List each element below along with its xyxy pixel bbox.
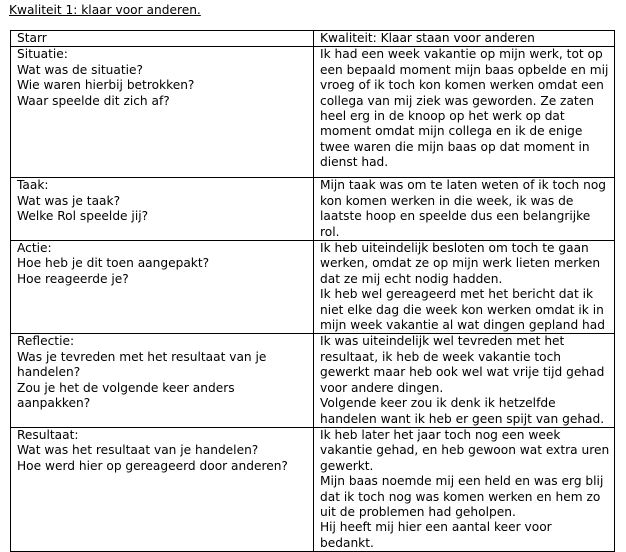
answer-line: een bepaald moment mijn baas opbelde en mij (320, 62, 609, 77)
question-line: Situatie: (17, 47, 68, 62)
answer-line: Ik heb later het jaar toch nog een week (320, 427, 561, 442)
question-line: Resultaat: (17, 427, 79, 442)
answer-line: uit de problemen had geholpen. (320, 504, 516, 519)
answer-line: Ik was uiteindelijk wel tevreden met het (320, 334, 565, 349)
question-line: Zou je het de volgende keer anders (17, 380, 235, 395)
answer-line: vakantie gehad, en heb gewoon wat extra uren (320, 443, 610, 458)
answer-line: moment omdat mijn collega en ik de enige (320, 124, 583, 139)
actie-questions (11, 241, 314, 334)
answer-line: Ik heb uiteindelijk besloten om toch te gaan (320, 241, 589, 256)
question-line: Wat was de situatie? (17, 62, 143, 77)
question-line: Hoe werd hier op gereageerd door anderen? (17, 458, 288, 473)
answer-line: dat ik toch nog was komen werken en hem zo (320, 489, 601, 504)
answer-line: heel erg in de knoop op het werk op dat (320, 109, 565, 124)
question-line: Wie waren hierbij betrokken? (17, 78, 195, 93)
question-line: Welke Rol speelde jij? (17, 209, 149, 224)
answer-line: dat ze mij echt nodig hadden. (320, 271, 503, 286)
question-line: Actie: (17, 241, 52, 256)
answer-line: Mijn baas noemde mij een held en was erg blij (320, 474, 604, 489)
document-title: Kwaliteit 1: klaar voor anderen. (9, 3, 201, 17)
table-header-row (11, 31, 615, 47)
situatie-questions (11, 47, 314, 178)
question-line: handelen? (17, 365, 81, 380)
answer-line: resultaat, ik heb de week vakantie toch (320, 349, 562, 364)
answer-line: mijn week vakantie al wat dingen gepland had (320, 318, 605, 333)
answer-line: voor andere dingen. (320, 380, 444, 395)
answer-line: laatste hoop en speelde dus een belangrijke (320, 209, 591, 224)
table-row-resultaat (11, 427, 615, 551)
answer-line: Ik heb wel gereageerd met het bericht dat ik (320, 287, 594, 302)
answer-line: gewerkt. (320, 458, 374, 473)
header-starr: Starr (11, 31, 314, 47)
question-line: Waar speelde dit zich af? (17, 93, 170, 108)
answer-line: niet elke dag die week kon werken omdat ik in (320, 302, 604, 317)
resultaat-questions (11, 427, 314, 551)
answer-line: bedankt. (320, 535, 374, 550)
answer-line: collega van mij ziek was geworden. Ze zaten (320, 93, 594, 108)
question-line: Wat was het resultaat van je handelen? (17, 443, 259, 458)
taak-answer (314, 178, 615, 241)
answer-line: werken, omdat ze op mijn werk lieten merken (320, 256, 601, 271)
answer-line: vroeg of ik toch kon komen werken omdat een (320, 78, 604, 93)
table-row-situatie (11, 47, 615, 178)
question-line: Was je tevreden met het resultaat van je (17, 349, 267, 364)
taak-questions (11, 178, 314, 241)
answer-line: Mijn taak was om te laten weten of ik toch nog (320, 178, 607, 193)
answer-line: Volgende keer zou ik denk ik hetzelfde (320, 396, 556, 411)
answer-line: kon komen werken in die week, ik was de (320, 193, 574, 208)
answer-line: gewerkt maar heb ook wel wat vrije tijd gehad (320, 365, 605, 380)
table-row-taak (11, 178, 615, 241)
question-line: Taak: (17, 178, 49, 193)
reflectie-questions (11, 334, 314, 427)
table-row-actie (11, 241, 615, 334)
resultaat-answer (314, 427, 615, 551)
question-line: Reflectie: (17, 334, 75, 349)
reflectie-answer (314, 334, 615, 427)
actie-answer (314, 241, 615, 334)
question-line: Hoe heb je dit toen aangepakt? (17, 256, 210, 271)
situatie-answer (314, 47, 615, 178)
answer-line: twee waren die mijn baas op dat moment in (320, 139, 590, 154)
table-row-reflectie (11, 334, 615, 427)
answer-line: Hij heeft mij hier een aantal keer voor (320, 520, 552, 535)
answer-line: Ik had een week vakantie op mijn werk, tot op (320, 47, 603, 62)
question-line: aanpakken? (17, 396, 91, 411)
answer-line: handelen want ik heb er geen spijt van gehad. (320, 411, 605, 426)
question-line: Wat was je taak? (17, 193, 121, 208)
question-line: Hoe reageerde je? (17, 271, 129, 286)
answer-line: dienst had. (320, 155, 389, 170)
header-kwaliteit: Kwaliteit: Klaar staan voor anderen (314, 31, 615, 47)
answer-line: rol. (320, 224, 340, 239)
starr-table (10, 30, 615, 552)
